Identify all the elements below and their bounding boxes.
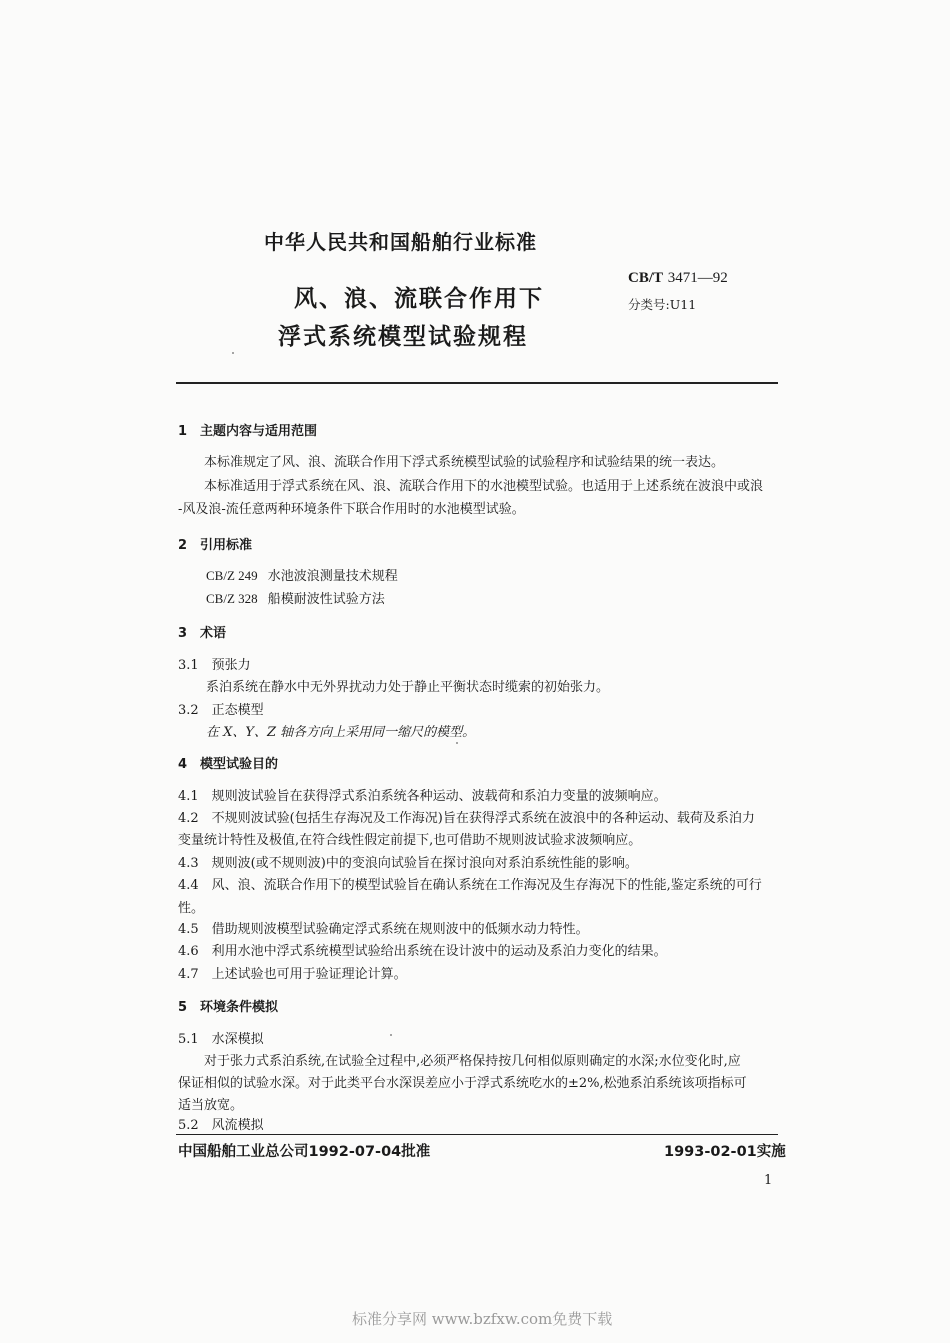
document-title-line1: 风、浪、流联合作用下 [294, 286, 544, 312]
clause-4-5: 4.5 借助规则波模型试验确定浮式系统在规则波中的低频水动力特性。 [178, 922, 589, 937]
term-2-title: 3.2 正态模型 [178, 703, 264, 718]
header-divider [176, 382, 778, 384]
section-1-para-2-line-2: -风及浪-流任意两种环境条件下联合作用时的水池模型试验。 [178, 502, 525, 517]
site-watermark: 标准分享网 www.bzfxw.com免费下载 [352, 1310, 613, 1328]
clause-5-1-text-line-1: 对于张力式系泊系统,在试验全过程中,必须严格保持按几何相似原则确定的水深;水位变化时,应 [204, 1054, 741, 1069]
classification-number: 分类号:U11 [628, 297, 697, 312]
reference-code: CB/Z 249 [206, 568, 258, 583]
clause-5-1-title: 5.1 水深模拟 [178, 1032, 264, 1047]
section-4-heading: 4 模型试验目的 [178, 757, 279, 772]
section-1-para-1: 本标准规定了风、浪、流联合作用下浮式系统模型试验的试验程序和试验结果的统一表达。 [204, 455, 725, 470]
section-2-heading: 2 引用标准 [178, 538, 253, 553]
approval-statement: 中国船舶工业总公司1992-07-04批准 [178, 1144, 431, 1160]
standard-code-number: 3471—92 [667, 270, 728, 286]
term-1-title: 3.1 预张力 [178, 658, 251, 673]
section-3-heading: 3 术语 [178, 626, 227, 641]
page-number: 1 [764, 1173, 773, 1188]
clause-4-2-line-2: 变量统计特性及极值,在符合线性假定前提下,也可借助不规则波试验求波频响应。 [178, 833, 642, 848]
clause-4-3: 4.3 规则波(或不规则波)中的变浪向试验旨在探讨浪向对系泊系统性能的影响。 [178, 856, 638, 871]
standard-code [628, 268, 728, 287]
clause-4-4-line-2: 性。 [178, 901, 205, 916]
reference-title: 船模耐波性试验方法 [267, 592, 385, 607]
clause-4-6: 4.6 利用水池中浮式系统模型试验给出系统在设计波中的运动及系泊力变化的结果。 [178, 944, 667, 959]
effective-date: 1993-02-01实施 [664, 1144, 786, 1160]
clause-5-1-text-line-2: 保证相似的试验水深。对于此类平台水深误差应小于浮式系统吃水的±2%,松弛系泊系统该项指标可 [178, 1076, 747, 1091]
term-2-definition: 在 X、Y、Z 轴各方向上采用同一缩尺的模型。 [206, 725, 476, 740]
clause-4-7: 4.7 上述试验也可用于验证理论计算。 [178, 967, 407, 982]
reference-title: 水池波浪测量技术规程 [267, 569, 398, 584]
clause-5-2-title: 5.2 风流模拟 [178, 1118, 264, 1133]
section-5-heading: 5 环境条件模拟 [178, 1000, 279, 1015]
scan-speck [390, 1034, 392, 1036]
section-1-heading: 1 主题内容与适用范围 [178, 424, 318, 439]
reference-item [206, 588, 385, 607]
reference-code: CB/Z 328 [206, 591, 258, 606]
section-1-para-2-line-1: 本标准适用于浮式系统在风、浪、流联合作用下的水池模型试验。也适用于上述系统在波浪中或浪 [204, 479, 764, 494]
standard-organization: 中华人民共和国船舶行业标准 [264, 230, 537, 254]
term-1-definition: 系泊系统在静水中无外界扰动力处于静止平衡状态时缆索的初始张力。 [206, 680, 610, 695]
reference-item [206, 565, 398, 584]
scan-speck [456, 742, 458, 744]
clause-4-2-line-1: 4.2 不规则波试验(包括生存海况及工作海况)旨在获得浮式系统在波浪中的各种运动、载荷及系泊力 [178, 811, 755, 826]
footer-divider [176, 1134, 778, 1135]
document-title-line2: 浮式系统模型试验规程 [278, 324, 528, 350]
standard-code-prefix: CB/T [628, 270, 664, 286]
clause-5-1-text-line-3: 适当放宽。 [178, 1098, 244, 1113]
scan-speck [232, 352, 234, 354]
clause-4-1: 4.1 规则波试验旨在获得浮式系泊系统各种运动、波载荷和系泊力变量的波频响应。 [178, 789, 667, 804]
clause-4-4-line-1: 4.4 风、浪、流联合作用下的模型试验旨在确认系统在工作海况及生存海况下的性能,鉴定系统的可行 [178, 878, 762, 893]
